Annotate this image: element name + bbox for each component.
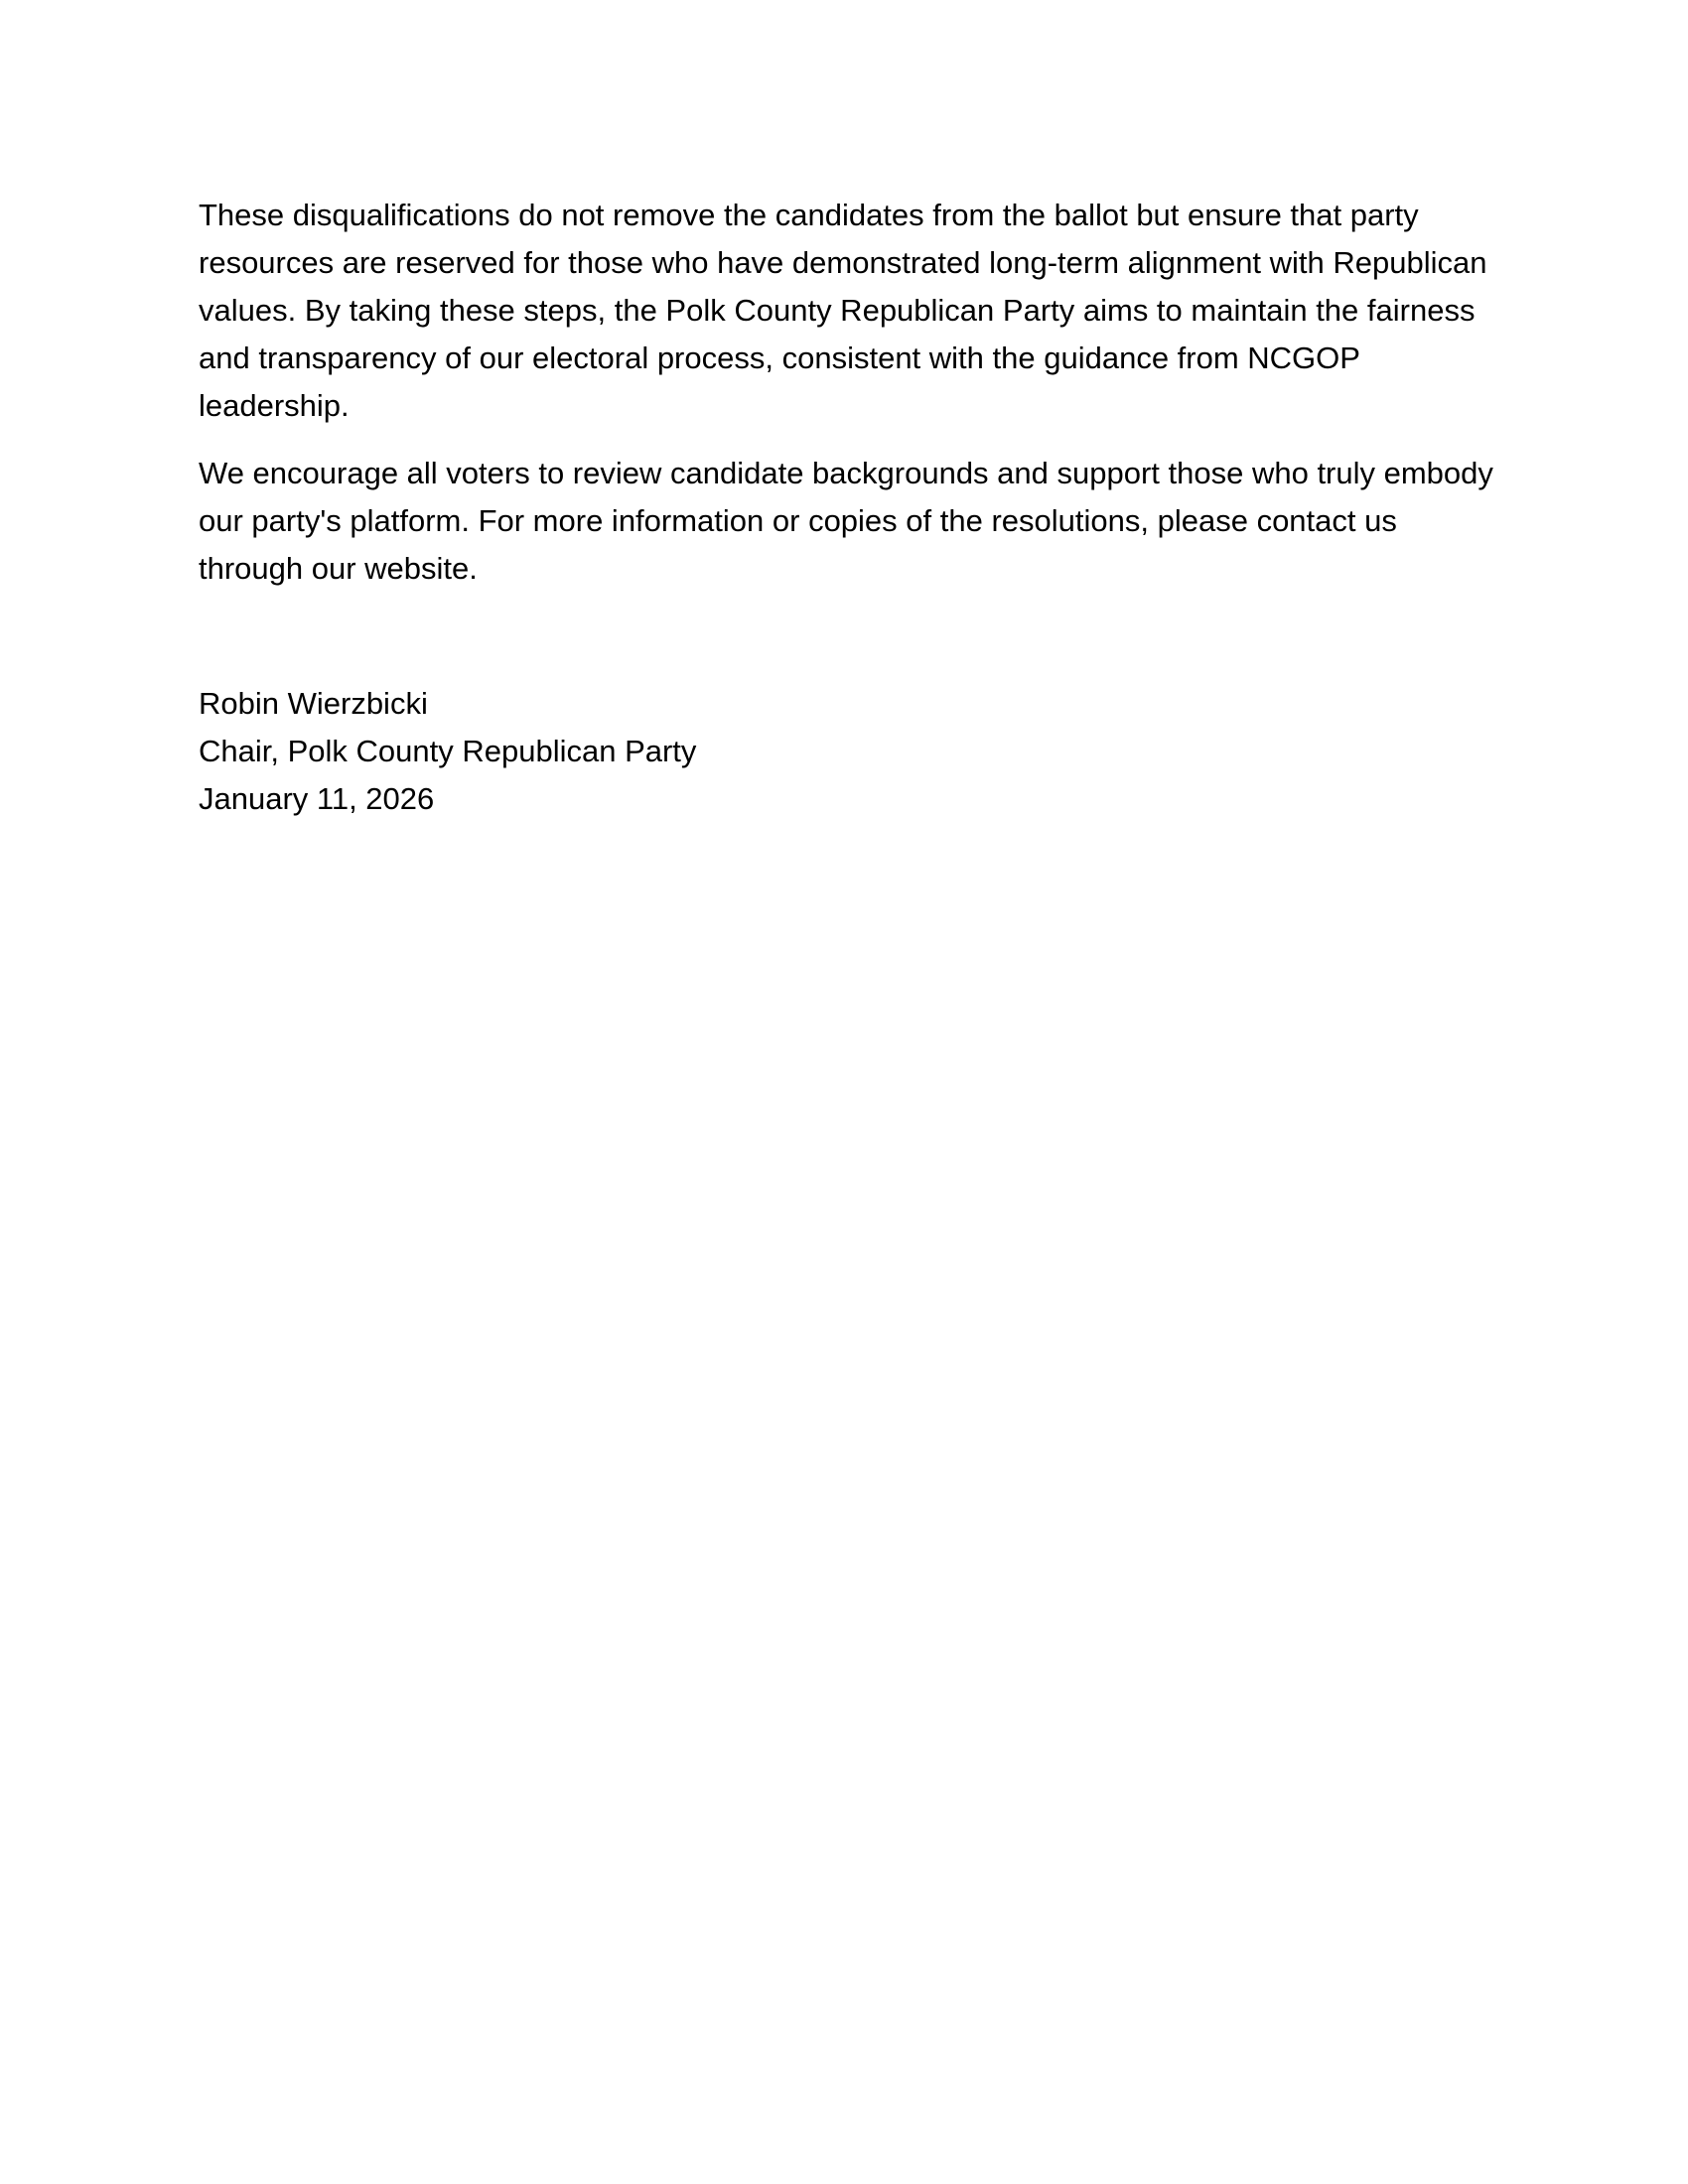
text-line: resources are reserved for those who have demonstrated long-term alignment with Republican [199, 245, 1487, 280]
signer-title: Chair, Polk County Republican Party [199, 734, 697, 768]
body-paragraph-1 [199, 192, 1509, 430]
text-line: We encourage all voters to review candidate backgrounds and support those who truly embody [199, 456, 1493, 490]
body-paragraph-2 [199, 450, 1509, 593]
text-line: and transparency of our electoral process, consistent with the guidance from NCGOP [199, 341, 1360, 375]
text-line: These disqualifications do not remove the candidates from the ballot but ensure that party [199, 198, 1419, 232]
signature-block [199, 680, 1509, 823]
text-line: leadership. [199, 388, 350, 423]
letter-date: January 11, 2026 [199, 781, 435, 816]
letter-body [199, 192, 1509, 823]
signer-name: Robin Wierzbicki [199, 686, 428, 721]
text-line: our party's platform. For more information or copies of the resolutions, please contact us [199, 503, 1397, 538]
text-line: through our website. [199, 551, 478, 586]
text-line: values. By taking these steps, the Polk County Republican Party aims to maintain the fairness [199, 293, 1476, 328]
